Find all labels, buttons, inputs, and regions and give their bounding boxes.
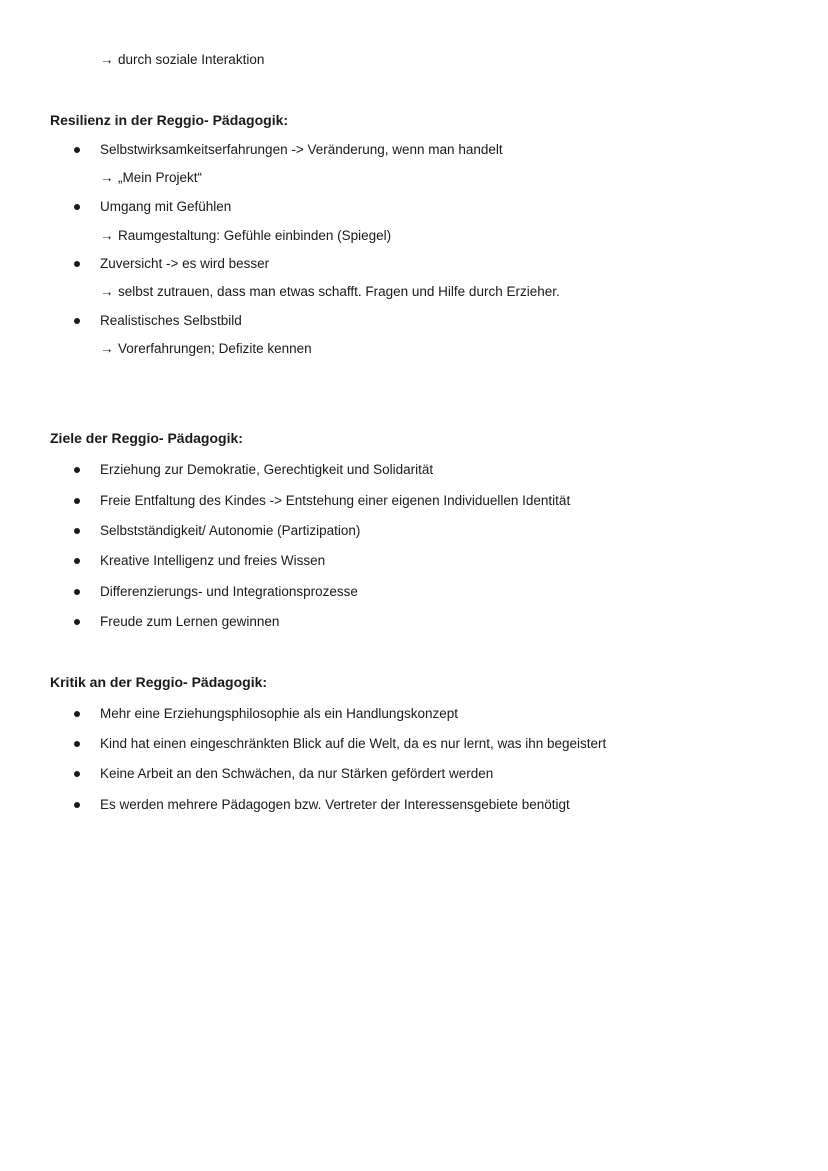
list-item: Umgang mit Gefühlen — [100, 199, 232, 214]
sub-text: „Mein Projekt“ — [118, 170, 203, 185]
arrow-icon: → — [100, 170, 114, 185]
list-item: Freie Entfaltung des Kindes -> Entstehung einer eigenen Individuellen Identität — [100, 493, 571, 508]
list-item: Keine Arbeit an den Schwächen, da nur Stärken gefördert werden — [100, 766, 494, 781]
list-item: Es werden mehrere Pädagogen bzw. Vertreter der Interessensgebiete benötigt — [100, 797, 570, 812]
list-item-sub — [100, 283, 560, 301]
ziele-heading: Ziele der Reggio- Pädagogik: — [50, 430, 243, 446]
arrow-icon: → — [100, 341, 114, 356]
sub-text: Vorerfahrungen; Defizite kennen — [118, 341, 312, 356]
list-item: Selbstständigkeit/ Autonomie (Partizipation) — [100, 523, 361, 538]
arrow-icon: → — [100, 284, 114, 299]
list-item: Kreative Intelligenz und freies Wissen — [100, 553, 326, 568]
list-item-sub — [100, 169, 202, 187]
intro-arrow-line — [100, 51, 264, 69]
list-item: Realistisches Selbstbild — [100, 313, 242, 328]
intro-text: durch soziale Interaktion — [118, 52, 265, 67]
list-item: Erziehung zur Demokratie, Gerechtigkeit und Solidarität — [100, 462, 434, 477]
arrow-icon: → — [100, 228, 114, 243]
kritik-heading: Kritik an der Reggio- Pädagogik: — [50, 674, 268, 690]
list-item: Kind hat einen eingeschränkten Blick auf die Welt, da es nur lernt, was ihn begeistert — [100, 736, 607, 751]
list-item-sub — [100, 340, 312, 358]
resilienz-heading: Resilienz in der Reggio- Pädagogik: — [50, 112, 289, 128]
list-item: Differenzierungs- und Integrationsprozesse — [100, 584, 358, 599]
list-item: Freude zum Lernen gewinnen — [100, 614, 280, 629]
arrow-icon: → — [100, 52, 114, 67]
list-item-sub — [100, 227, 391, 245]
list-item: Zuversicht -> es wird besser — [100, 256, 270, 271]
sub-text: selbst zutrauen, dass man etwas schafft. Fragen und Hilfe durch Erzieher. — [118, 284, 560, 299]
list-item: Mehr eine Erziehungsphilosophie als ein Handlungskonzept — [100, 706, 458, 721]
sub-text: Raumgestaltung: Gefühle einbinden (Spiegel) — [118, 228, 392, 243]
list-item: Selbstwirksamkeitserfahrungen -> Veränderung, wenn man handelt — [100, 142, 503, 157]
